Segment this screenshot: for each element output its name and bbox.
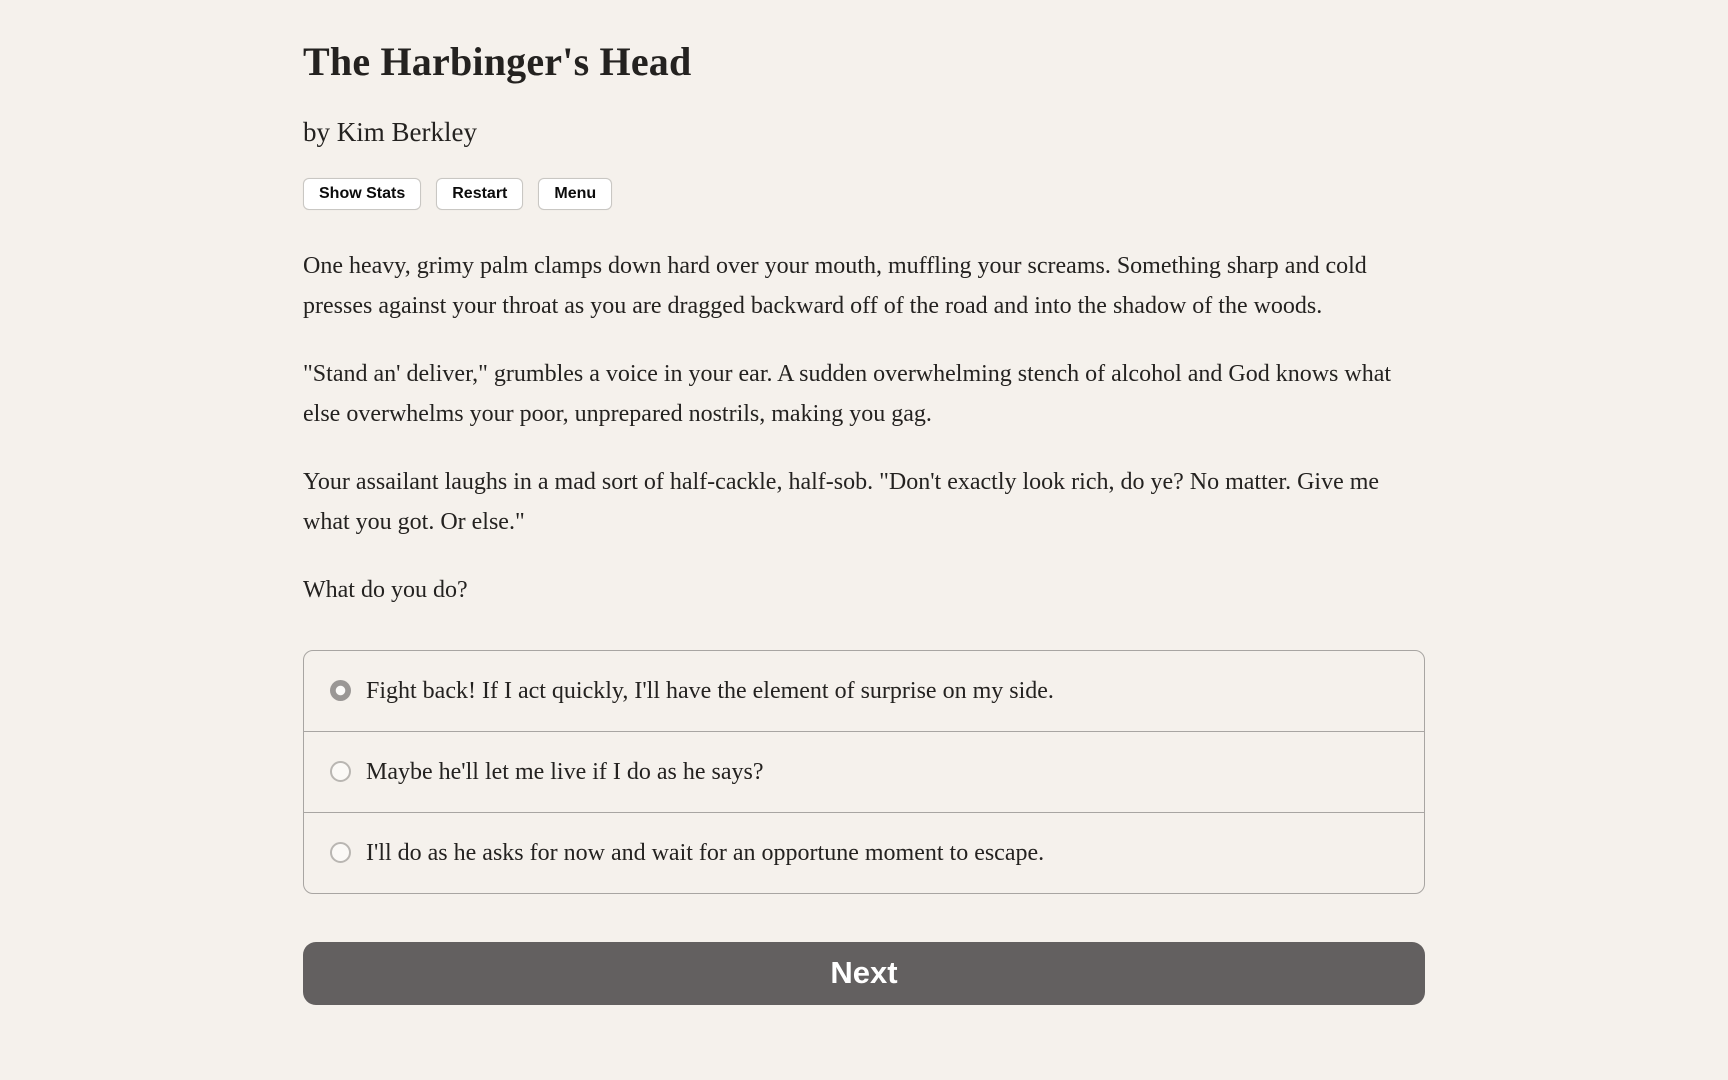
story-paragraph: Your assailant laughs in a mad sort of half-cackle, half-sob. "Don't exactly look rich, do ye? No matter. Give me what you got. Or else." [303,468,1380,535]
radio-button[interactable] [330,680,351,701]
choice-label: Fight back! If I act quickly, I'll have the element of surprise on my side. [366,677,1054,704]
story-container [303,0,1425,1005]
story-paragraph: "Stand an' deliver," grumbles a voice in your ear. A sudden overwhelming stench of alcohol and God knows what else overwhelms your poor, unprepared nostrils, making you gag. [303,360,1392,427]
choice-option[interactable] [304,731,1424,812]
menu-button[interactable]: Menu [538,178,612,210]
radio-button[interactable] [330,842,351,863]
restart-button[interactable]: Restart [436,178,523,210]
radio-button[interactable] [330,761,351,782]
story-text [303,246,1425,610]
choice-option[interactable] [304,812,1424,893]
show-stats-button[interactable]: Show Stats [303,178,421,210]
byline: by Kim Berkley [303,117,477,147]
choice-label: Maybe he'll let me live if I do as he says? [366,758,764,785]
choice-option[interactable] [304,651,1424,731]
next-button[interactable]: Next [303,942,1425,1005]
choice-prompt: What do you do? [303,576,468,603]
choice-label: I'll do as he asks for now and wait for an opportune moment to escape. [366,839,1045,866]
choice-group [303,650,1425,894]
story-paragraph: One heavy, grimy palm clamps down hard over your mouth, muffling your screams. Something sharp and cold presses against your throat as you are dragged backward off of the road and into the shadow of the woods. [303,252,1367,319]
toolbar [303,178,1425,210]
page-title: The Harbinger's Head [303,39,692,84]
